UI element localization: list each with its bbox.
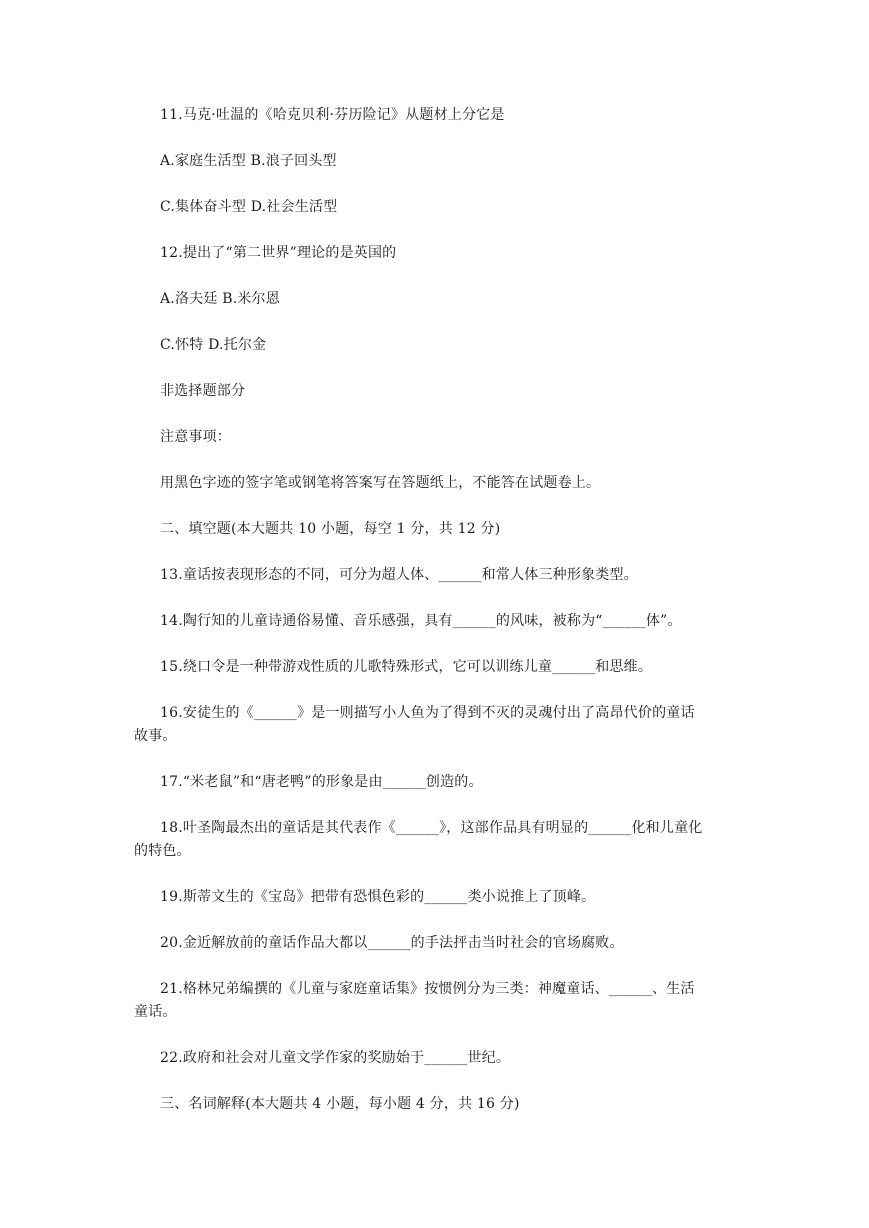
question-17: 17.“米老鼠”和“唐老鸭”的形象是由______创造的。	[160, 774, 483, 790]
question-12-options-ab: A.洛夫廷 B.米尔恩	[160, 291, 280, 307]
section-heading-fill-in: 二、填空题(本大题共 10 小题，每空 1 分，共 12 分)	[160, 521, 501, 537]
question-22: 22.政府和社会对儿童文学作家的奖励始于______世纪。	[160, 1050, 511, 1066]
question-16-line-1: 16.安徒生的《______》是一则描写小人鱼为了得到不灭的灵魂付出了高昂代价的童话	[160, 705, 695, 721]
question-15: 15.绕口令是一种带游戏性质的儿歌特殊形式，它可以训练儿童______和思维。	[160, 659, 653, 675]
question-20: 20.金近解放前的童话作品大都以______的手法抨击当时社会的官场腐败。	[160, 935, 624, 951]
question-12: 12.提出了“第二世界”理论的是英国的	[160, 245, 397, 261]
document-body	[134, 104, 740, 1116]
notice-text: 用黑色字迹的签字笔或钢笔将答案写在答题纸上，不能答在试题卷上。	[160, 475, 601, 491]
question-12-options-cd: C.怀特 D.托尔金	[160, 337, 267, 353]
notice-heading: 注意事项：	[160, 429, 231, 445]
question-19: 19.斯蒂文生的《宝岛》把带有恐惧色彩的______类小说推上了顶峰。	[160, 889, 596, 905]
question-21-line-1: 21.格林兄弟编撰的《儿童与家庭童话集》按惯例分为三类：神魔童话、______、生活	[160, 981, 695, 997]
question-21-line-2: 童话。	[134, 1004, 177, 1020]
question-11-options-ab: A.家庭生活型 B.浪子回头型	[160, 153, 337, 169]
section-heading-non-choice: 非选择题部分	[160, 383, 246, 399]
question-18-line-1: 18.叶圣陶最杰出的童话是其代表作《______》，这部作品具有明显的______化和儿童化	[160, 820, 703, 836]
question-16-line-2: 故事。	[134, 728, 177, 744]
question-13: 13.童话按表现形态的不同，可分为超人体、______和常人体三种形象类型。	[160, 567, 638, 583]
question-14: 14.陶行知的儿童诗通俗易懂、音乐感强，具有______的风味，被称为“______体”。	[160, 613, 682, 629]
question-11: 11.马克·吐温的《哈克贝利·芬历险记》从题材上分它是	[160, 107, 505, 123]
question-18-line-2: 的特色。	[134, 843, 191, 859]
section-heading-term-definitions: 三、名词解释(本大题共 4 小题，每小题 4 分，共 16 分)	[160, 1096, 520, 1112]
question-11-options-cd: C.集体奋斗型 D.社会生活型	[160, 199, 338, 215]
